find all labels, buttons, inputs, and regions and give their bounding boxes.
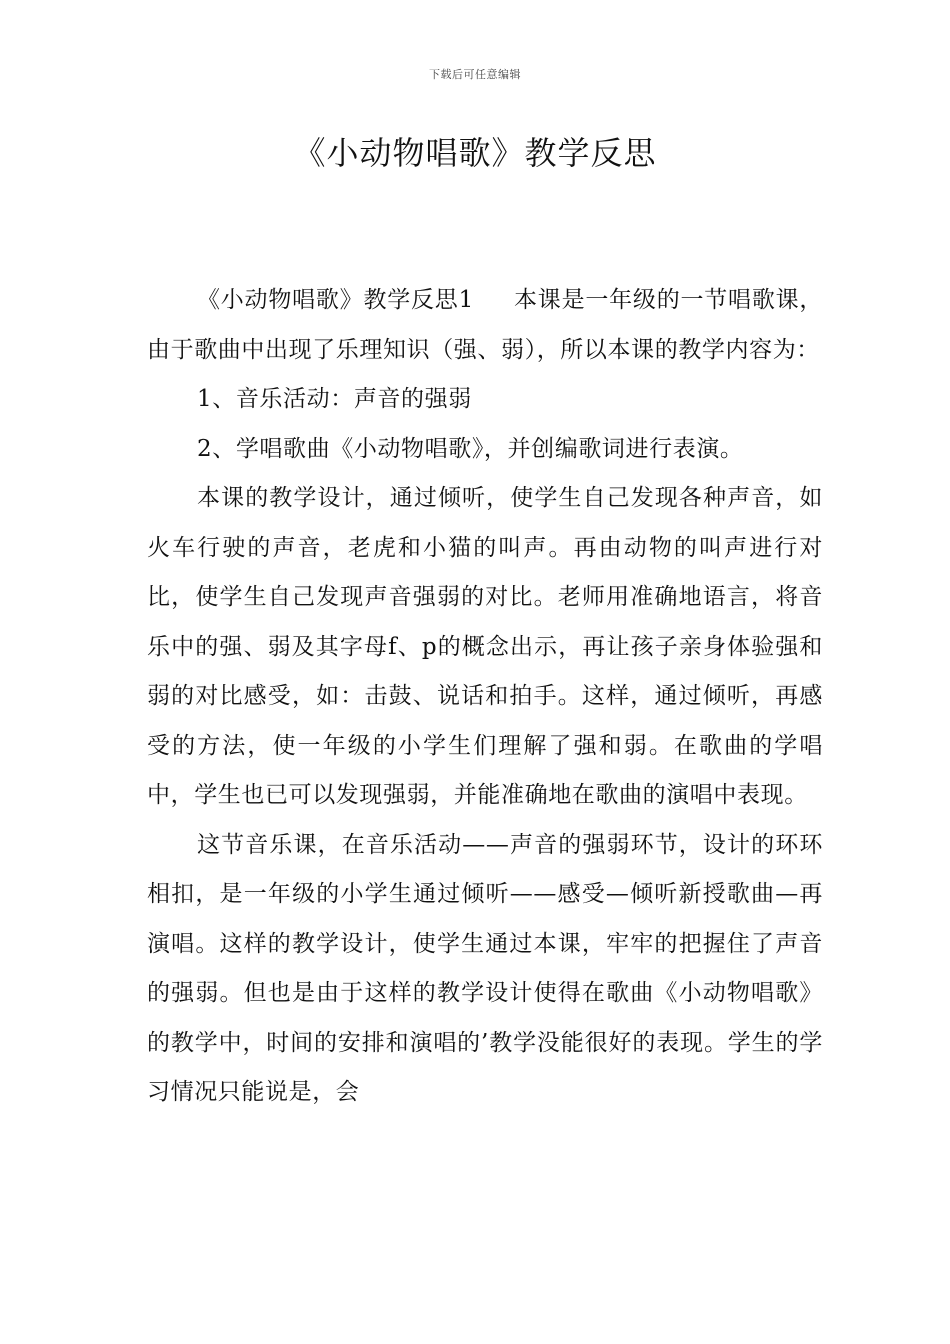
- paragraph-5: 这节音乐课，在音乐活动——声音的强弱环节，设计的环环相扣，是一年级的小学生通过倾听——感受—倾听新授歌曲—再演唱。这样的教学设计，使学生通过本课，牢牢的把握住了声音的强弱。但也是由于这样的教学设计使得在歌曲《小动物唱歌》的教学中，时间的安排和演唱的’教学没能很好的表现。学生的学习情况只能说是，会: [147, 831, 823, 1105]
- paragraph-2: 1、音乐活动：声音的强弱: [197, 386, 472, 412]
- section-label: 《小动物唱歌》教学反思1: [197, 287, 474, 313]
- paragraph-4: 本课的教学设计，通过倾听，使学生自己发现各种声音，如火车行驶的声音，老虎和小猫的叫声。再由动物的叫声进行对比，使学生自己发现声音强弱的对比。老师用准确地语言，将音乐中的强、弱及其字母f、p的概念出示，再让孩子亲身体验强和弱的对比感受，如：击鼓、说话和拍手。这样，通过倾听，再感受的方法，使一年级的小学生们理解了强和弱。在歌曲的学唱中，学生也已可以发现强弱，并能准确地在歌曲的演唱中表现。: [147, 485, 823, 808]
- header-note: 下载后可任意编辑: [429, 68, 521, 81]
- paragraph-1-text: 本课是一年级的一节唱歌课，由于歌曲中出现了乐理知识（强、弱），所以本课的教学内容为：: [147, 287, 823, 363]
- document-body: [147, 276, 823, 1118]
- paragraph-1: [147, 276, 823, 375]
- paragraph-3: 2、学唱歌曲《小动物唱歌》，并创编歌词进行表演。: [197, 435, 744, 462]
- document-title: 《小动物唱歌》教学反思: [293, 134, 657, 172]
